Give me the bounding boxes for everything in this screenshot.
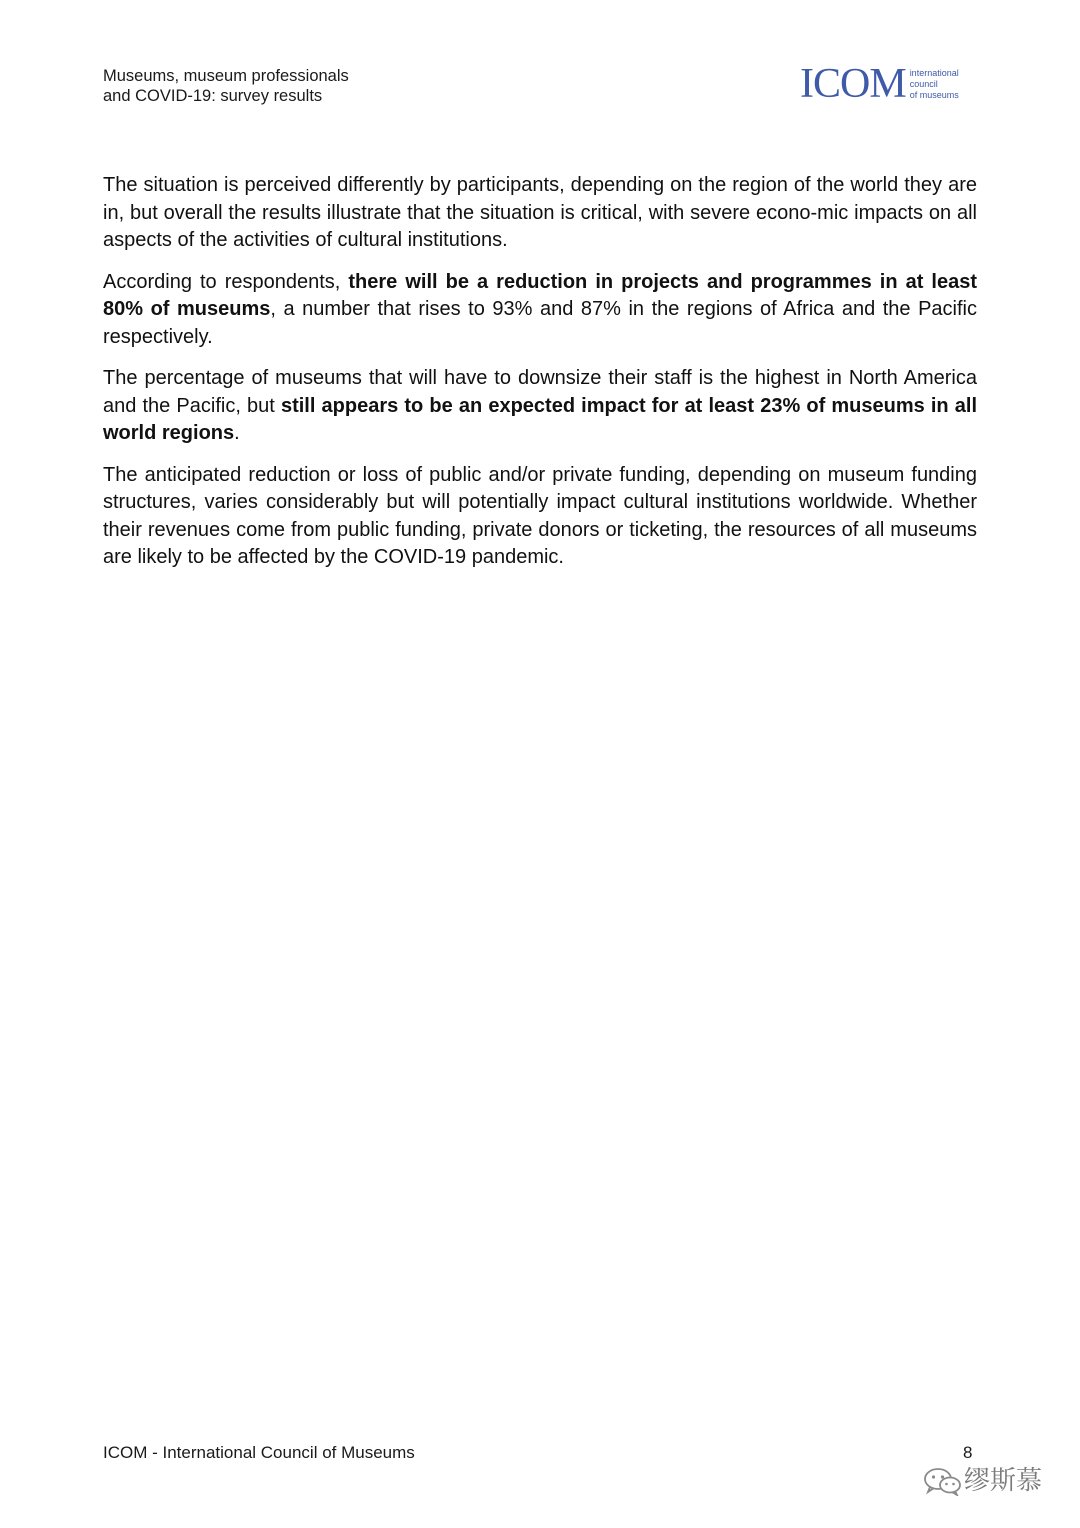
paragraph-3-start: The percentage of museums that will have to downsize their staff is the highest in North America and the Pacific, but bbox=[103, 367, 977, 417]
paragraph-2 bbox=[103, 269, 977, 352]
paragraph-2-start: According to respondents, bbox=[103, 270, 349, 293]
paragraph-2-emphasis: there will be a reduction in projects and programmes in at least 80% of museums bbox=[103, 270, 978, 320]
logo-subtitle-line-1: international bbox=[909, 67, 959, 78]
watermark bbox=[922, 1463, 1042, 1499]
paragraph-3-emphasis: still appears to be an expected impact for at least 23% of museums in all world regions bbox=[103, 394, 977, 444]
page-number: 8 bbox=[963, 1443, 973, 1462]
paragraph-4 bbox=[103, 462, 977, 572]
paragraph-1 bbox=[103, 172, 977, 255]
paragraph-2-end: , a number that rises to 93% and 87% in the regions of Africa and the Pacific respectively. bbox=[103, 298, 978, 348]
header-title-line-2: and COVID-19: survey results bbox=[103, 87, 323, 105]
wechat-icon bbox=[922, 1466, 962, 1496]
header-title-line-1: Museums, museum professionals bbox=[103, 67, 349, 85]
paragraph-3-end: . bbox=[234, 422, 240, 444]
logo-subtitle bbox=[910, 68, 959, 101]
logo-mark: ICOM bbox=[800, 61, 906, 107]
logo-subtitle-line-2: council bbox=[909, 78, 938, 89]
footer-organization: ICOM - International Council of Museums bbox=[103, 1443, 415, 1462]
icom-logo bbox=[800, 61, 959, 107]
paragraph-4-text: The anticipated reduction or loss of public and/or private funding, depending on museum funding structures, varies considerably but will potentially impact cultural institutions worldwide. Whether their revenues come from public funding, private donors or ticketing, the resources of all museums are likely to be affected by the COVID-19 pandemic. bbox=[103, 463, 977, 568]
watermark-text: 缪斯慕 bbox=[964, 1466, 1043, 1496]
running-header bbox=[103, 66, 349, 106]
paragraph-3 bbox=[103, 365, 977, 448]
document-body bbox=[103, 172, 977, 586]
paragraph-1-text: The situation is perceived differently by participants, depending on the region of the world they are in, but overall the results illustrate that the situation is critical, with severe econo-mic impacts on all aspects of the activities of cultural institutions. bbox=[103, 174, 977, 251]
logo-subtitle-line-3: of museums bbox=[909, 89, 959, 100]
